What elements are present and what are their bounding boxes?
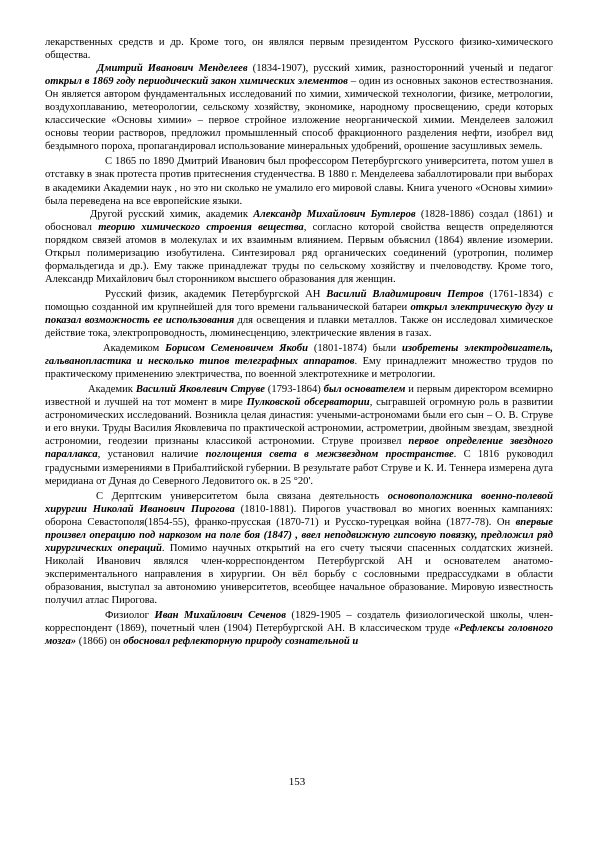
text: Русский физик, академик Петербургской АН	[105, 288, 327, 300]
text: – один из основных законов естествознания. Он является автором фундаментальных исследований по химии, химической технологии, физике, метрологии, воздухоплаванию, метеорологии, сельскому хозяйству, экономике, народному просвещению, среди которых классические «Основы химии» – первое стройное изложение неорганической химии. Менделеев заложил основы теории растворов, предложил промышленный способ фракционного разделения нефти, изобрел вид бездымного пороха, пропагандировал использование минеральных удобрений, орошение засушливых земель.	[45, 76, 553, 153]
paragraph-petrov	[45, 288, 553, 340]
paragraph-pirogov	[45, 490, 553, 607]
text: (1829-1905 – создатель физиологической школы, член-корреспондент (1869), почетный член (1904) Петербургской АН. В классическом труде	[45, 610, 553, 635]
paragraph-struve	[45, 383, 553, 487]
text: , установил наличие	[97, 449, 206, 461]
emphasis: был основателем	[323, 384, 406, 396]
text: . Ему принадлежит множество трудов по практическому применению электричества, по военной электротехнике и метрологии.	[45, 356, 553, 381]
text: , сыгравшей огромную роль в развитии астрономических исследований. Возникла целая династия: учеными-астрономами были его сын – О. В. Струве и его внуки. Труды Василия Яковлевича по практической астрономии, астрометрии, двойным звездам, звездной астрономии, геодезии признаны классикой астрономии. Струве произвел	[45, 397, 553, 448]
emphasis: впервые произвел операцию под наркозом на поле боя (1847) , ввел неподвижную гипсовую повязку, предложил ряд хирургических операций	[45, 516, 553, 554]
paragraph-sechenov	[45, 609, 553, 648]
text: С 1865 по 1890 Дмитрий Иванович был профессором Петербургского университета, потом ушел в отставку в знак протеста против притеснения студенчества. В 1880 г. Менделеева забаллотировали при выборах в академики Академии наук , но это ни сколько не умалило его мировой славы. Книга ученого «Основы химии» была переведена на все европейские языки.	[45, 156, 553, 207]
emphasis: поглощения света в межзвездном пространстве	[205, 449, 454, 461]
person-name: Василий Владимирович Петров	[326, 288, 484, 300]
emphasis: обосновал рефлекторную природу сознательной и	[123, 636, 359, 648]
person-name: Борисом Семеновичем Якоби	[165, 343, 308, 355]
text: С Дерптским университетом была связана деятельность	[96, 490, 388, 502]
text: (1810-1881). Пирогов участвовал во многих военных кампаниях: оборона Севастополя(1854-55), франко-прусская (1870-71) и Русско-турецкая война (1877-78). Он	[45, 503, 553, 528]
text: Физиолог	[105, 610, 155, 622]
text: (1793-1864)	[264, 384, 324, 396]
emphasis: основоположника военно-полевой хирургии Николай Иванович Пирогова	[45, 490, 553, 515]
text: , согласно которой свойства веществ определяются порядком связей атомов в молекулах и их взаимным влиянием. Первым объяснил (1864) явление изомерии. Открыл полимеризацию изобутилена. Синтезировал ряд органических соединений (уротропин, полимер формальдегида и др.). Ему также принадлежат труды по сельскому хозяйству и пчеловодству. Кроме того, Александр Михайлович был сторонником высшего образования для женщин.	[45, 221, 553, 285]
text: (1761-1834) с помощью созданной им крупнейшей для того времени гальванической батареи	[45, 288, 553, 313]
person-name: Иван Михайлович Сеченов	[154, 610, 286, 622]
text: (1801-1874) были	[307, 343, 403, 355]
text: (1834-1907), русский химик, разносторонний ученый и педагог	[247, 63, 553, 75]
text: (1828-1886) создал (1861) и обосновал	[45, 208, 553, 233]
emphasis: «Рефлексы головного мозга»	[45, 623, 553, 648]
emphasis: первое определение звездного параллакса	[45, 436, 553, 461]
text: Академиком	[103, 343, 166, 355]
paragraph-mendeleev-professor	[45, 155, 553, 207]
emphasis: изобретены электродвигатель, гальванопластика и несколько типов телеграфных аппаратов	[45, 343, 553, 368]
text: Академик	[88, 384, 136, 396]
emphasis: открыл электрическую дугу и показал возможность ее использования	[45, 301, 553, 326]
paragraph-chemical-society	[45, 36, 553, 62]
person-name: Дмитрий Иванович Менделеев	[97, 63, 248, 75]
person-name: Василий Яковлевич Струве	[135, 384, 265, 396]
page-number: 153	[288, 776, 306, 788]
text: лекарственных средств и др. Кроме того, он являлся первым президентом Русского физико-химического общества.	[45, 37, 553, 62]
emphasis: открыл в 1869 году периодический закон химических элементов	[45, 76, 348, 88]
emphasis: Пулковской обсерватории	[246, 397, 370, 409]
paragraph-jacobi	[45, 342, 553, 381]
text: (1866) он	[76, 636, 124, 648]
text: . Помимо научных открытий на его счету тысячи спасенных солдатских жизней. Николай Иванович являлся член-корреспондентом Петербургской АН и основателем анатомо-экспериментального направления в хирургии. Он вёл борьбу с сословными предрассудками в области образования, выступал за автономию университетов, всеобщее начальное образование. Мировую известность получил атлас Пирогова.	[45, 542, 553, 606]
paragraph-mendeleev	[45, 62, 553, 153]
text: и первым директором всемирно известной и лучшей на тот момент в мире	[45, 384, 553, 409]
paragraph-butlerov	[45, 208, 553, 286]
text: для освещения и плавки металлов. Также он исследовал химическое действие тока, электропроводность, люминесценцию, электрические явления в газах.	[45, 314, 553, 340]
document-page	[45, 36, 553, 648]
emphasis: теорию химического строения вещества	[98, 221, 304, 233]
person-name: Александр Михайлович Бутлеров	[253, 208, 416, 220]
text: . С 1816 руководил градусными измерениями в Прибалтийской губернии. В результате работ Струве и К. И. Теннера измерена дуга меридиана от Дуная до Северного Ледовитого ок. в 25 °20'.	[45, 449, 553, 487]
text: Другой русский химик, академик	[90, 208, 254, 220]
